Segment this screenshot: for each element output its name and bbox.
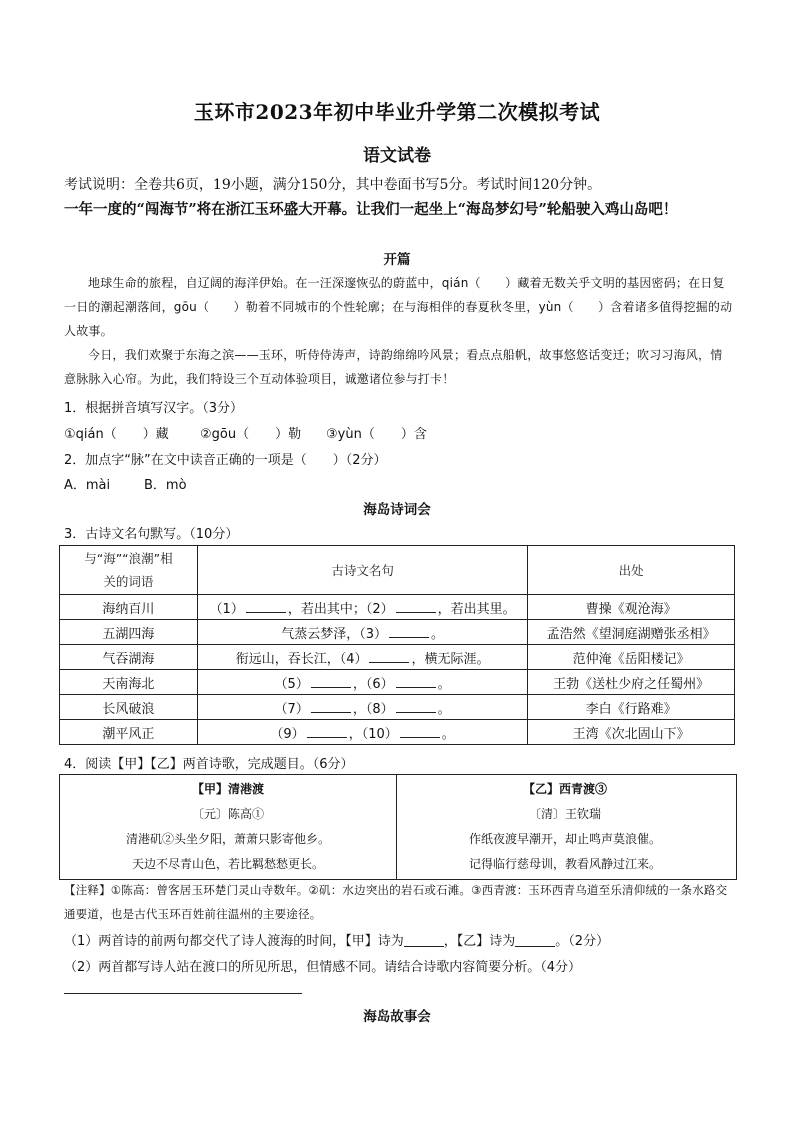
poem-a	[60, 775, 396, 877]
poem-a-line-2: 天边不尽青山色，若比羁愁愁更长。	[131, 857, 324, 871]
fill-blank-9[interactable]	[307, 725, 347, 738]
answer-blank-b[interactable]	[515, 934, 555, 947]
q1-item-3: ③yùn（ ）含	[326, 427, 427, 442]
header-source: 出处	[528, 546, 735, 595]
table-row	[60, 595, 735, 620]
row-lines: （5） ，（6） 。	[197, 670, 527, 695]
row-source: 范仲淹《岳阳楼记》	[528, 645, 735, 670]
fill-blank-4[interactable]	[369, 650, 409, 663]
q2-option-a: A．mài	[64, 478, 111, 493]
row-source: 王勃《送杜少府之任蜀州》	[528, 670, 735, 695]
q2-option-b: B．mò	[144, 478, 187, 493]
fill-blank-3[interactable]	[389, 625, 429, 638]
row-word: 长风破浪	[60, 695, 198, 720]
row-word: 海纳百川	[60, 595, 198, 620]
question-1-stem: 1．根据拼音填写汉字。（3分）	[64, 401, 244, 416]
poem-a-author: 〔元〕陈高①	[191, 807, 264, 821]
row-source: 李白《行路难》	[528, 695, 735, 720]
recitation-table	[59, 545, 735, 745]
q4-sub-1: （1）两首诗的前两句都交代了诗人渡海的时间，【甲】诗为 ，【乙】诗为 。（2分）	[64, 934, 610, 949]
poem-b-title: 【乙】西青渡③	[522, 782, 607, 796]
fill-blank-1[interactable]	[246, 600, 286, 613]
fill-blank-7[interactable]	[311, 700, 351, 713]
poem-a-title: 【甲】清港渡	[191, 782, 264, 796]
lead-paragraph: 一年一度的“闯海节”将在浙江玉环盛大开幕。让我们一起坐上“海岛梦幻号”轮船驶入鸡山岛吧！	[64, 201, 678, 218]
poem-b-author: 〔清〕王钦瑞	[528, 807, 601, 821]
exam-subtitle: 语文试卷	[363, 146, 431, 166]
exam-instructions: 考试说明：全卷共6页，19小题，满分150分，其中卷面书写5分。考试时间120分钟。	[64, 177, 602, 193]
row-lines: （9） ，（10） 。	[197, 720, 527, 745]
row-word: 潮平风正	[60, 720, 198, 745]
q1-item-1: ①qián（ ）藏	[64, 427, 169, 442]
poem-b-line-2: 记得临行慈母训，教看风静过江来。	[468, 857, 661, 871]
row-lines: （1） ，若出其中；（2） ，若出其里。	[197, 595, 527, 620]
row-word: 气吞湖海	[60, 645, 198, 670]
question-4-stem: 4．阅读【甲】【乙】两首诗歌，完成题目。（6分）	[64, 757, 354, 772]
row-lines: 衔远山，吞长江，（4） ，横无际涯。	[197, 645, 527, 670]
header-related-words: 与“海”“浪潮”相 关的词语	[60, 546, 198, 595]
table-row	[60, 645, 735, 670]
row-word: 五湖四海	[60, 620, 198, 645]
fill-blank-5[interactable]	[311, 675, 351, 688]
fill-blank-6[interactable]	[396, 675, 436, 688]
row-source: 曹操《观沧海》	[528, 595, 735, 620]
row-source: 王湾《次北固山下》	[528, 720, 735, 745]
table-row	[60, 720, 735, 745]
poem-a-line-1: 清港矶②头坐夕阳，萧萧只影寄他乡。	[125, 832, 330, 846]
question-3-stem: 3．古诗文名句默写。（10分）	[64, 527, 239, 542]
row-lines: （7） ，（8） 。	[197, 695, 527, 720]
table-header-row	[60, 546, 735, 595]
question-2-stem: 2．加点字“脉”在文中读音正确的一项是（ ）（2分）	[64, 453, 387, 468]
table-row	[60, 620, 735, 645]
poems-box	[59, 774, 737, 880]
table-row	[60, 695, 735, 720]
fill-blank-10[interactable]	[400, 725, 440, 738]
footnote-rule	[64, 993, 302, 994]
poem-b	[397, 775, 733, 877]
table-row	[60, 670, 735, 695]
section-heading-story: 海岛故事会	[363, 1009, 431, 1025]
row-word: 天南海北	[60, 670, 198, 695]
poem-annotation: 【注释】①陈高：曾客居玉环楚门灵山寺数年。②矶：水边突出的岩石或石滩。③西青渡：玉环西青乌道至乐清仰绒的一条水路交通要道，也是古代玉环百姓前往温州的主要途径。	[64, 883, 728, 921]
poem-b-line-1: 作纸夜渡早潮开，却止鸣声莫浪催。	[468, 832, 661, 846]
exam-title: 玉环市2023年初中毕业升学第二次模拟考试	[193, 100, 601, 124]
row-lines: 气蒸云梦泽，（3） 。	[197, 620, 527, 645]
row-source: 孟浩然《望洞庭湖赠张丞相》	[528, 620, 735, 645]
passage-paragraph-1: 地球生命的旅程，自辽阔的海洋伊始。在一汪深邃恢弘的蔚蓝中，qián（ ）藏着无数关乎文明的基因密码；在日复一日的潮起潮落间，gōu（ ）勒着不同城市的个性轮廓；在与海相伴的春夏秋冬里，yùn（ ）含着诸多值得挖掘的动人故事。	[64, 276, 733, 338]
section-heading-open: 开篇	[383, 252, 411, 268]
q1-item-2: ②gōu（ ）勒	[200, 427, 302, 442]
fill-blank-8[interactable]	[396, 700, 436, 713]
passage-paragraph-2: 今日，我们欢聚于东海之滨——玉环，听侍侍涛声，诗韵绵绵吟风景；看点点船帆，故事悠悠话变迁；吹习习海风，情意脉脉入心帘。为此，我们特设三个互动体验项目，诚邀诸位参与打卡！	[64, 348, 723, 386]
q4-sub-2: （2）两首都写诗人站在渡口的所见所思，但情感不同。请结合诗歌内容简要分析。（4分）	[64, 960, 582, 975]
answer-blank-a[interactable]	[404, 934, 444, 947]
section-heading-poem: 海岛诗词会	[363, 502, 431, 518]
fill-blank-2[interactable]	[396, 600, 436, 613]
header-famous-lines: 古诗文名句	[197, 546, 527, 595]
